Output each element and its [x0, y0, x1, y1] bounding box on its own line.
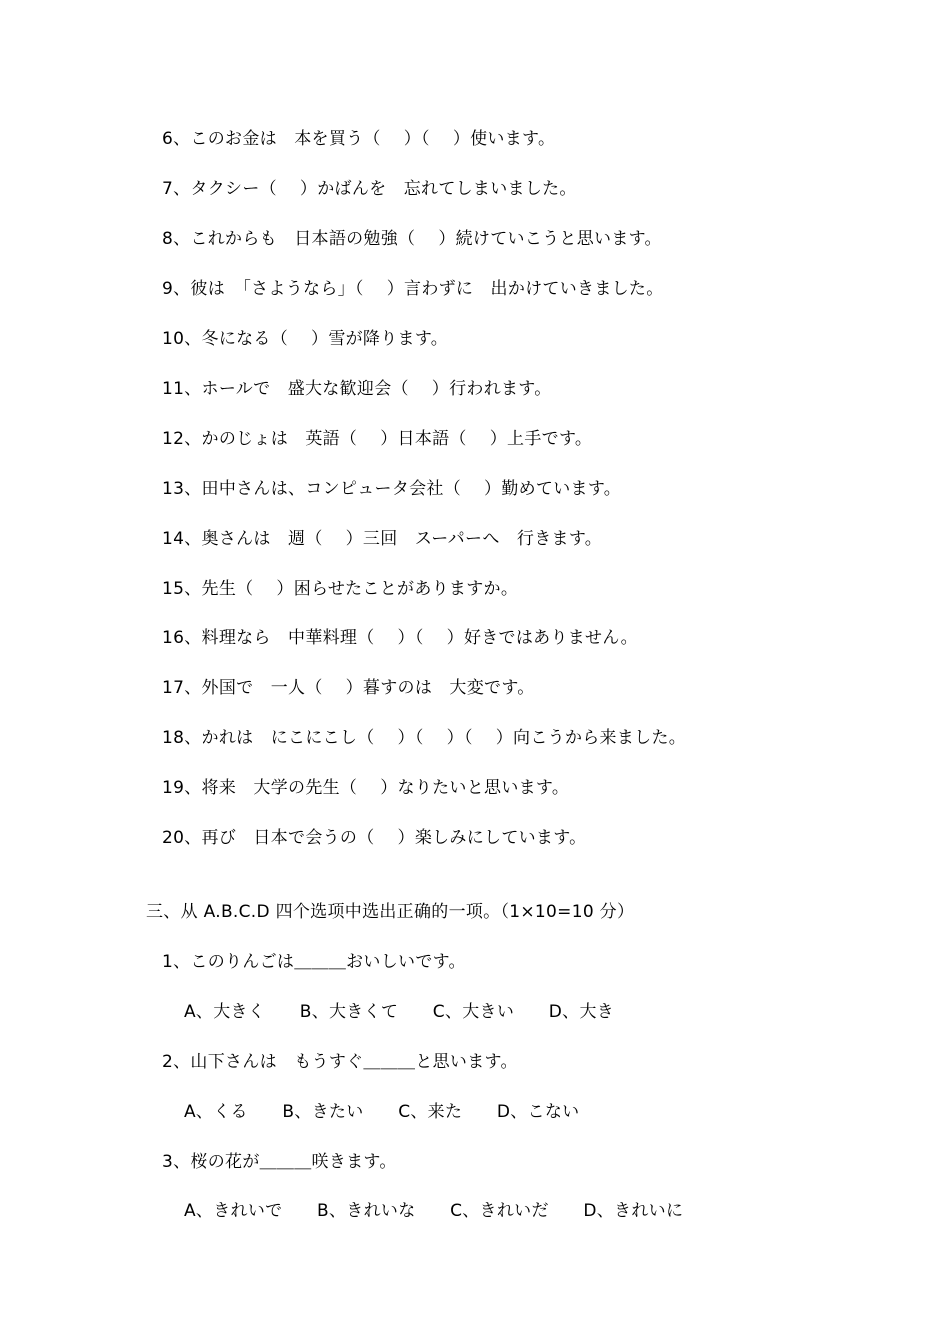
section-3-heading: 三、从 A.B.C.D 四个选项中选出正确的一项。（1×10=10 分）: [146, 902, 635, 922]
question-9: 9、彼は 「さようなら」（ ）言わずに 出かけていきました。: [162, 279, 664, 299]
question-8: 8、これからも 日本語の勉強（ ）続けていこうと思います。: [162, 229, 662, 249]
question-20: 20、再び 日本で会うの（ ）楽しみにしています。: [162, 828, 587, 848]
question-12: 12、かのじょは 英語（ ）日本語（ ）上手です。: [162, 429, 593, 449]
question-6: 6、このお金は 本を買う（ ）（ ）使います。: [162, 129, 556, 149]
question-7: 7、タクシー（ ）かばんを 忘れてしまいました。: [162, 179, 577, 199]
mc-options-3: A、きれいで B、きれいな C、きれいだ D、きれいに: [184, 1201, 684, 1221]
mc-question-2: 2、山下さんは もうすぐ＿＿＿と思います。: [162, 1052, 518, 1072]
mc-question-3: 3、桜の花が＿＿＿咲きます。: [162, 1152, 397, 1172]
question-13: 13、田中さんは、コンピュータ会社（ ）勤めています。: [162, 479, 622, 499]
question-10: 10、冬になる（ ）雪が降ります。: [162, 329, 449, 349]
question-17: 17、外国で 一人（ ）暮すのは 大変です。: [162, 678, 535, 698]
question-18: 18、かれは にこにこし（ ）（ ）（ ）向こうから来ました。: [162, 728, 687, 748]
question-16: 16、料理なら 中華料理（ ）（ ）好きではありません。: [162, 628, 638, 648]
mc-options-2: A、くる B、きたい C、来た D、こない: [184, 1102, 580, 1122]
question-14: 14、奥さんは 週（ ）三回 スーパーへ 行きます。: [162, 529, 603, 549]
question-15: 15、先生（ ）困らせたことがありますか。: [162, 579, 519, 599]
question-11: 11、ホールで 盛大な歓迎会（ ）行われます。: [162, 379, 552, 399]
question-19: 19、将来 大学の先生（ ）なりたいと思います。: [162, 778, 570, 798]
mc-options-1: A、大きく B、大きくて C、大きい D、大き: [184, 1002, 615, 1022]
mc-question-1: 1、このりんごは＿＿＿おいしいです。: [162, 952, 466, 972]
